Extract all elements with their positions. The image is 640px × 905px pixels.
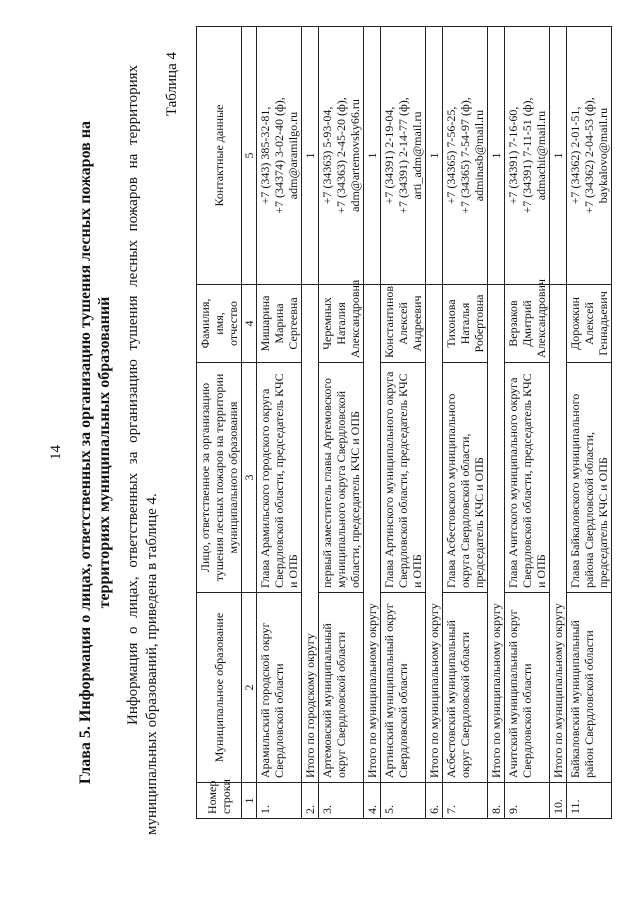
- column-number-cell: 3: [242, 363, 257, 593]
- official-cell: Глава Байкаловского муниципального района Свердловской области, председатель КЧС и ОПБ: [567, 363, 612, 593]
- name-part: Александрович: [534, 279, 548, 358]
- table-row: [567, 27, 612, 819]
- contact-line: adm@aramilgo.ru: [286, 111, 300, 200]
- full-name-cell: [257, 285, 302, 363]
- total-label-cell: Итого по муниципальному округу: [364, 285, 381, 783]
- header-contacts: Контактные данные: [197, 27, 242, 285]
- officials-table: [196, 26, 612, 819]
- total-label-cell: Итого по городскому округу: [302, 285, 319, 783]
- table-row: [443, 27, 488, 819]
- table-row: [505, 27, 550, 819]
- column-number-cell: 1: [242, 783, 257, 819]
- header-row-number: Номер строки: [197, 783, 242, 819]
- contacts-cell: [319, 27, 364, 285]
- column-number-cell: 4: [242, 285, 257, 363]
- contact-line: adminasb@mail.ru: [472, 109, 486, 202]
- name-part: Константинов: [382, 285, 396, 358]
- contact-line: +7 (34363) 2-45-20 (ф),: [334, 97, 348, 214]
- municipality-cell: Арамильский городской округ Свердловской области: [257, 593, 302, 783]
- contacts-cell: [505, 27, 550, 285]
- full-name-cell: [319, 279, 364, 363]
- name-part: Сергеевна: [286, 297, 300, 350]
- page-number: 14: [48, 445, 64, 460]
- total-row: [302, 27, 319, 819]
- name-part: Черемных: [320, 297, 334, 350]
- official-cell: первый заместитель главы Артемовского муниципального округа Свердловской области, председатель КЧС и ОПБ: [319, 363, 364, 593]
- name-part: Наталия: [334, 302, 348, 345]
- header-full-name: Фамилия, имя, отчество: [197, 285, 242, 363]
- total-value-cell: 1: [426, 27, 443, 285]
- name-part: Дмитрий: [520, 300, 534, 347]
- header-municipality: Муниципальное образование: [197, 593, 242, 783]
- total-value-cell: 1: [302, 27, 319, 285]
- contact-line: +7 (34362) 2-01-51,: [568, 106, 582, 205]
- municipality-cell: Артемовский муниципальный округ Свердловской области: [319, 593, 364, 783]
- table-row: [319, 27, 364, 819]
- chapter-title: Глава 5. Информация о лицах, ответственных за организацию тушения лесных пожаров на территориях муниципальных образований: [77, 120, 113, 785]
- full-name-cell: [381, 285, 426, 363]
- full-name-cell: [567, 285, 612, 363]
- total-label-cell: Итого по муниципальному округу: [426, 285, 443, 783]
- total-value-cell: 1: [550, 27, 567, 285]
- contact-line: +7 (34363) 5-93-04,: [320, 106, 334, 205]
- contact-line: baykalovo@mail.ru: [596, 107, 610, 204]
- header-official: Лицо, ответственное за организацию тушения лесных пожаров на территории муниципального образования: [197, 363, 242, 593]
- table-row: [257, 27, 302, 819]
- official-cell: Глава Асбестовского муниципального округа Свердловской области, председатель КЧС и ОПБ: [443, 363, 488, 593]
- name-part: Робертовна: [472, 294, 486, 353]
- contact-line: +7 (34391) 2-14-77 (ф),: [396, 97, 410, 214]
- row-number-cell: 4.: [364, 783, 381, 819]
- name-part: Андреевич: [410, 295, 424, 352]
- row-number-cell: 3.: [319, 783, 364, 819]
- total-row: [488, 27, 505, 819]
- row-number-cell: 2.: [302, 783, 319, 819]
- column-number-cell: 2: [242, 593, 257, 783]
- table-body: [242, 27, 612, 819]
- name-part: Дорожкин: [568, 297, 582, 350]
- total-label-cell: Итого по муниципальному округу: [488, 285, 505, 783]
- intro-paragraph: Информация о лицах, ответственных за организацию тушения лесных пожаров на территориях муниципальных образований, приведена в таблице 4.: [125, 65, 160, 835]
- contact-line: +7 (34362) 2-04-53 (ф),: [582, 97, 596, 214]
- name-part: Геннадьевич: [596, 291, 610, 356]
- contact-line: arti_adm@mail.ru: [410, 111, 424, 200]
- contact-line: +7 (34391) 2-19-04,: [382, 106, 396, 205]
- municipality-cell: Асбестовский муниципальный округ Свердловской области: [443, 593, 488, 783]
- total-label-cell: Итого по муниципальному округу: [550, 285, 567, 783]
- municipality-cell: Артинский муниципальный округ Свердловской области: [381, 593, 426, 783]
- official-cell: Глава Ачитского муниципального округа Свердловской области, председатель КЧС и ОПБ: [505, 363, 550, 593]
- contact-line: +7 (34365) 7-56-25,: [444, 106, 458, 205]
- name-part: Александровна: [348, 279, 362, 358]
- contact-line: adm@artemovsky66.ru: [348, 99, 362, 212]
- name-part: Алексей: [396, 302, 410, 345]
- column-number-row: [242, 27, 257, 819]
- row-number-cell: 5.: [381, 783, 426, 819]
- full-name-cell: [505, 279, 550, 363]
- row-number-cell: 1.: [257, 783, 302, 819]
- name-part: Мишарина: [258, 295, 272, 352]
- row-number-cell: 11.: [567, 783, 612, 819]
- contact-line: +7 (34391) 7-16-60,: [506, 106, 520, 205]
- contacts-cell: [567, 27, 612, 285]
- contact-line: +7 (34391) 7-11-51 (ф),: [520, 97, 534, 214]
- contact-line: +7 (343) 385-32-81,: [258, 106, 272, 205]
- contact-line: +7 (34365) 7-54-97 (ф),: [458, 97, 472, 214]
- total-value-cell: 1: [364, 27, 381, 285]
- table-header-row: [197, 27, 242, 819]
- row-number-cell: 6.: [426, 783, 443, 819]
- contacts-cell: [443, 27, 488, 285]
- contact-line: +7 (34374) 3-02-40 (ф),: [272, 97, 286, 214]
- table-row: [381, 27, 426, 819]
- total-row: [550, 27, 567, 819]
- name-part: Тихонова: [444, 299, 458, 348]
- table-caption: Таблица 4: [164, 52, 180, 117]
- row-number-cell: 7.: [443, 783, 488, 819]
- contacts-cell: [381, 27, 426, 285]
- column-number-cell: 5: [242, 27, 257, 285]
- full-name-cell: [443, 285, 488, 363]
- municipality-cell: Ачитский муниципальный округ Свердловской области: [505, 593, 550, 783]
- row-number-cell: 9.: [505, 783, 550, 819]
- municipality-cell: Байкаловский муниципальный район Свердловской области: [567, 593, 612, 783]
- total-value-cell: 1: [488, 27, 505, 285]
- name-part: Верзаков: [506, 300, 520, 347]
- total-row: [426, 27, 443, 819]
- name-part: Наталья: [458, 302, 472, 345]
- name-part: Марина: [272, 303, 286, 344]
- row-number-cell: 8.: [488, 783, 505, 819]
- official-cell: Глава Арамильского городского округа Свердловской области, председатель КЧС и ОПБ: [257, 363, 302, 593]
- row-number-cell: 10.: [550, 783, 567, 819]
- official-cell: Глава Артинского муниципального округа Свердловской области, председатель КЧС и ОПБ: [381, 363, 426, 593]
- contact-line: admachit@mail.ru: [534, 110, 548, 201]
- name-part: Алексей: [582, 302, 596, 345]
- total-row: [364, 27, 381, 819]
- contacts-cell: [257, 27, 302, 285]
